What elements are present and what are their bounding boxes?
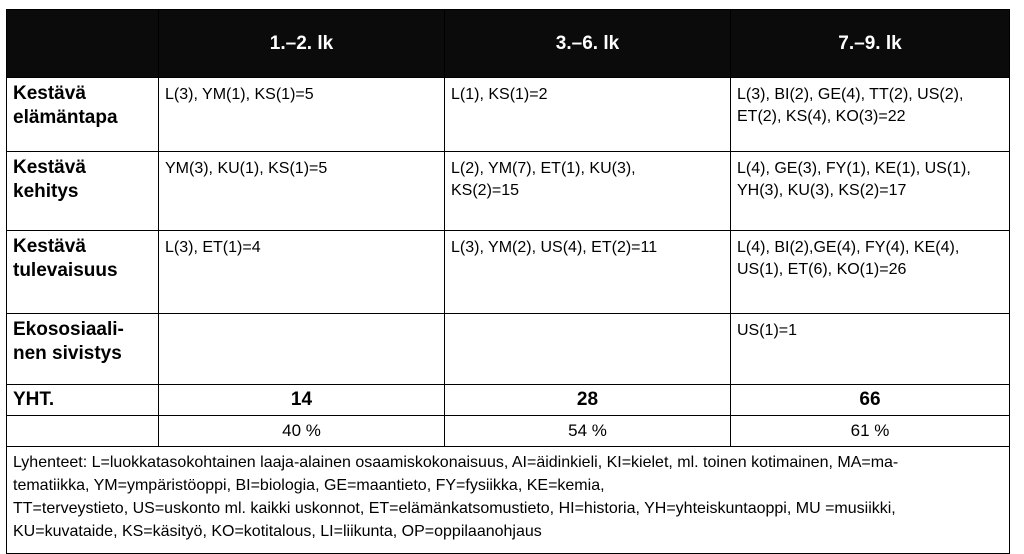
row-kestava-elamantapa — [7, 78, 1010, 152]
cell-line: KS(2)=15 — [451, 182, 520, 199]
header-corner-cell — [7, 10, 159, 78]
table-cell — [159, 231, 445, 314]
row-label-line: Kestävä — [13, 157, 86, 178]
row-label-line: elämäntapa — [13, 107, 118, 128]
percentage-row — [7, 416, 1010, 447]
cell-line: L(2), YM(7), ET(1), KU(3), — [451, 160, 636, 177]
header-grade-1-2: 1.–2. lk — [159, 10, 445, 78]
row-label-line: nen sivistys — [13, 343, 122, 364]
table-cell — [445, 78, 731, 152]
row-label-line: kehitys — [13, 181, 79, 202]
cell-line: L(3), YM(1), KS(1)=5 — [165, 86, 314, 103]
table-cell — [731, 78, 1010, 152]
table-cell — [159, 78, 445, 152]
cell-line: L(1), KS(1)=2 — [451, 86, 548, 103]
row-kestava-kehitys — [7, 152, 1010, 231]
row-label — [7, 231, 159, 314]
header-grade-3-6: 3.–6. lk — [445, 10, 731, 78]
table-cell — [159, 314, 445, 385]
cell-line: YH(3), KU(3), KS(2)=17 — [737, 182, 907, 199]
abbreviations-legend — [7, 447, 1010, 554]
cell-line: US(1), ET(6), KO(1)=26 — [737, 261, 907, 278]
row-label-line: Kestävä — [13, 236, 86, 257]
row-label — [7, 152, 159, 231]
percentage-value: 61 % — [731, 416, 1010, 447]
total-value: 28 — [445, 385, 731, 416]
table-cell — [159, 152, 445, 231]
header-row — [7, 10, 1010, 78]
table-cell — [731, 152, 1010, 231]
table-cell — [445, 152, 731, 231]
table-cell — [731, 231, 1010, 314]
table-cell — [445, 231, 731, 314]
cell-line: YM(3), KU(1), KS(1)=5 — [165, 160, 328, 177]
cell-line: ET(2), KS(4), KO(3)=22 — [737, 108, 906, 125]
curriculum-table — [6, 9, 1010, 554]
row-ekososiaalinen-sivistys — [7, 314, 1010, 385]
cell-line: L(3), ET(1)=4 — [165, 239, 261, 256]
table-cell — [731, 314, 1010, 385]
legend-line: KU=kuvataide, KS=käsityö, KO=kotitalous, LI=liikunta, OP=oppilaanohjaus — [13, 523, 542, 540]
total-value: 14 — [159, 385, 445, 416]
row-label — [7, 314, 159, 385]
totals-label: YHT. — [7, 385, 159, 416]
cell-line: US(1)=1 — [737, 322, 798, 339]
totals-row — [7, 385, 1010, 416]
legend-row — [7, 447, 1010, 554]
header-grade-7-9: 7.–9. lk — [731, 10, 1010, 78]
percentage-value: 54 % — [445, 416, 731, 447]
row-label-line: tulevaisuus — [13, 260, 118, 281]
cell-line: L(4), GE(3), FY(1), KE(1), US(1), — [737, 160, 971, 177]
legend-line: TT=terveystieto, US=uskonto ml. kaikki uskonnot, ET=elämänkatsomustieto, HI=historia, YH=yhteiskuntaoppi, MU =musiikki, — [13, 500, 896, 517]
legend-line: tematiikka, YM=ympäristöoppi, BI=biologia, GE=maantieto, FY=fysiikka, KE=kemia, — [13, 477, 605, 494]
row-label — [7, 78, 159, 152]
cell-line: L(3), BI(2), GE(4), TT(2), US(2), — [737, 86, 964, 103]
total-value: 66 — [731, 385, 1010, 416]
cell-line: L(3), YM(2), US(4), ET(2)=11 — [451, 239, 658, 256]
table-cell — [445, 314, 731, 385]
legend-line: Lyhenteet: L=luokkatasokohtainen laaja-alainen osaamiskokonaisuus, AI=äidinkieli, KI=kielet, ml. toinen kotimainen, MA=ma- — [13, 454, 899, 471]
row-kestava-tulevaisuus — [7, 231, 1010, 314]
percentage-value: 40 % — [159, 416, 445, 447]
percentage-label-cell — [7, 416, 159, 447]
row-label-line: Ekososiaali- — [13, 319, 124, 340]
cell-line: L(4), BI(2),GE(4), FY(4), KE(4), — [737, 239, 960, 256]
row-label-line: Kestävä — [13, 83, 86, 104]
